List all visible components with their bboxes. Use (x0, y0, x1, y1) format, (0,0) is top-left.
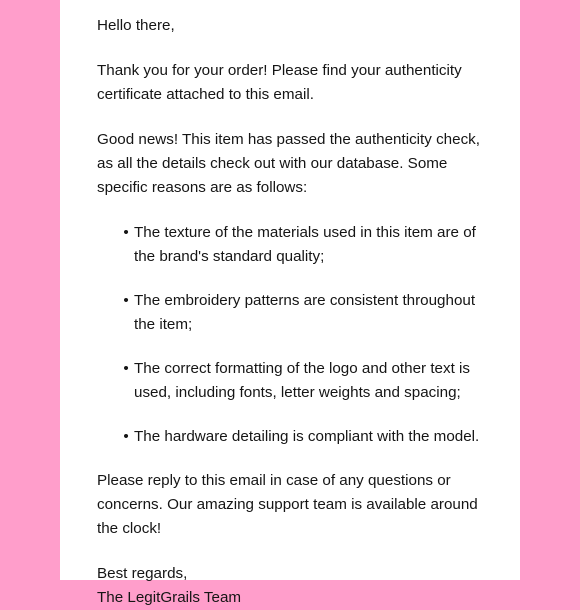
reason-item (97, 289, 496, 337)
signature: The LegitGrails Team (97, 589, 242, 606)
reason-item (97, 357, 496, 405)
bullet-icon: • (123, 224, 129, 241)
email-greeting: Hello there, (97, 17, 175, 34)
bullet-icon: • (123, 360, 129, 377)
reason-item (97, 221, 496, 269)
support-message: Please reply to this email in case of any questions or concerns. Our amazing support team is available around the clock! (97, 472, 478, 537)
bullet-icon: • (123, 292, 129, 309)
email-check-result: Good news! This item has passed the authenticity check, as all the details check out with our database. Some specific reasons are as follows: (97, 131, 480, 196)
reasons-list (97, 221, 496, 449)
email-closing (97, 562, 496, 610)
bullet-icon: • (123, 428, 129, 445)
email-body (60, 0, 520, 606)
reason-text: The texture of the materials used in this item are of the brand's standard quality; (134, 224, 476, 265)
reason-text: The embroidery patterns are consistent throughout the item; (134, 292, 476, 333)
reason-text: The correct formatting of the logo and other text is used, including fonts, letter weights and spacing; (134, 360, 470, 401)
email-intro: Thank you for your order! Please find your authenticity certificate attached to this email. (97, 62, 462, 103)
signoff: Best regards, (97, 565, 188, 582)
reason-item (97, 425, 496, 449)
reason-text: The hardware detailing is compliant with the model. (134, 428, 480, 445)
